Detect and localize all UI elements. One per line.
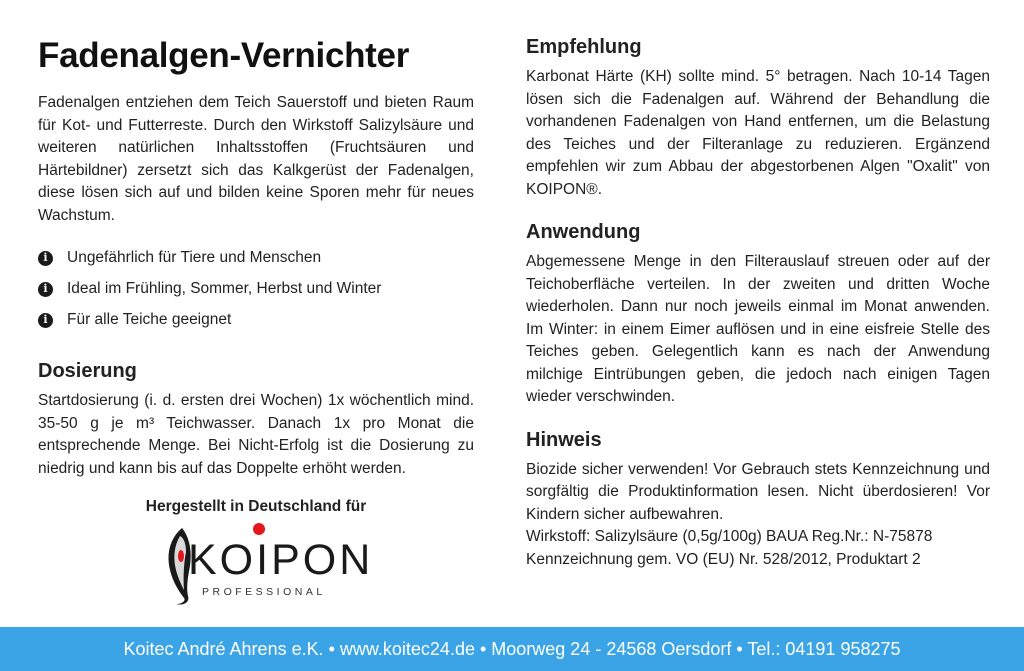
list-item <box>38 278 474 300</box>
koipon-logo <box>164 520 374 604</box>
hinweis-heading: Hinweis <box>526 428 602 451</box>
dosierung-text: Startdosierung (i. d. ersten drei Wochen) 1x wöchentlich mind. 35-50 g je m³ Teichwasser. Danach 1x pro Monat die entsprechende Menge. Bei Nicht-Erfolg ist die Dosierung zu niedrig und kann bis auf das Doppelte erhöht werden. <box>38 392 474 477</box>
right-column <box>526 34 990 571</box>
list-item <box>38 309 474 331</box>
dosierung-heading: Dosierung <box>38 360 137 382</box>
info-circle-icon: i <box>38 251 53 266</box>
hinweis-section <box>526 427 990 572</box>
logo-red-dot <box>253 523 265 535</box>
kennzeichnung-text: Kennzeichnung gem. VO (EU) Nr. 528/2012, Produktart 2 <box>526 550 921 568</box>
footer-bar: Koitec André Ahrens e.K. • www.koitec24.de • Moorweg 24 - 24568 Oersdorf • Tel.: 04191 958275 <box>0 627 1024 671</box>
intro-text: Fadenalgen entziehen dem Teich Sauerstoff und bieten Raum für Kot- und Futterreste. Durch den Wirkstoff Salizylsäure und weiteren natürlichen Inhaltsstoffen (Fruchtsäuren und Härtebildner) zersetzt sich das Kalkgerüst der Fadenalgen, diese lösen sich auf und bilden keine Sporen mehr für neues Wachstum. <box>38 94 474 224</box>
info-circle-icon: i <box>38 282 53 297</box>
wirkstoff-text: Wirkstoff: Salizylsäure (0,5g/100g) BAUA Reg.Nr.: N-75878 <box>526 528 933 545</box>
feature-label: Ungefährlich für Tiere und Menschen <box>67 249 322 266</box>
list-item <box>38 247 474 269</box>
empfehlung-heading: Empfehlung <box>526 36 642 58</box>
feature-label: Für alle Teiche geeignet <box>67 311 232 328</box>
info-circle-icon: i <box>38 313 53 328</box>
logo-wordmark: KOIPON <box>188 536 374 584</box>
hinweis-text: Biozide sicher verwenden! Vor Gebrauch stets Kennzeichnung und sorgfältig die Produktinformation lesen. Nicht überdosieren! Vor Kindern sicher aufbewahren. <box>526 460 990 523</box>
anwendung-text: Abgemessene Menge in den Filterauslauf streuen oder auf der Teichoberfläche verteilen. In der zweiten und dritten Woche wiederholen. Dann nur noch jeweils einmal im Monat anwenden. Im Winter: in einem Eimer auflösen und in eine eisfreie Stelle des Teiches geben. Gelegentlich kann es nach der Anwendung milchige Eintrübungen geben, die jedoch nach einigen Tagen wieder verschwinden. <box>526 253 990 405</box>
feature-list <box>38 247 474 331</box>
left-column <box>38 34 474 480</box>
made-in-label: Hergestellt in Deutschland für <box>145 498 367 515</box>
anwendung-heading: Anwendung <box>526 221 641 243</box>
feature-label: Ideal im Frühling, Sommer, Herbst und Winter <box>67 280 382 297</box>
empfehlung-text: Karbonat Härte (KH) sollte mind. 5° betragen. Nach 10-14 Tagen lösen sich die Fadenalgen auf. Während der Behandlung die vorhandenen Fadenalgen von Hand entfernen, um die Belastung des Teiches und der Filteranlage zu reduzieren. Ergänzend empfehlen wir zum Abbau der abgestorbenen Algen "Oxalit" von KOIPON®. <box>526 68 990 198</box>
logo-subtitle: PROFESSIONAL <box>202 586 326 598</box>
anwendung-section <box>526 219 990 409</box>
product-title: Fadenalgen-Vernichter <box>38 36 410 75</box>
empfehlung-section <box>526 34 990 201</box>
